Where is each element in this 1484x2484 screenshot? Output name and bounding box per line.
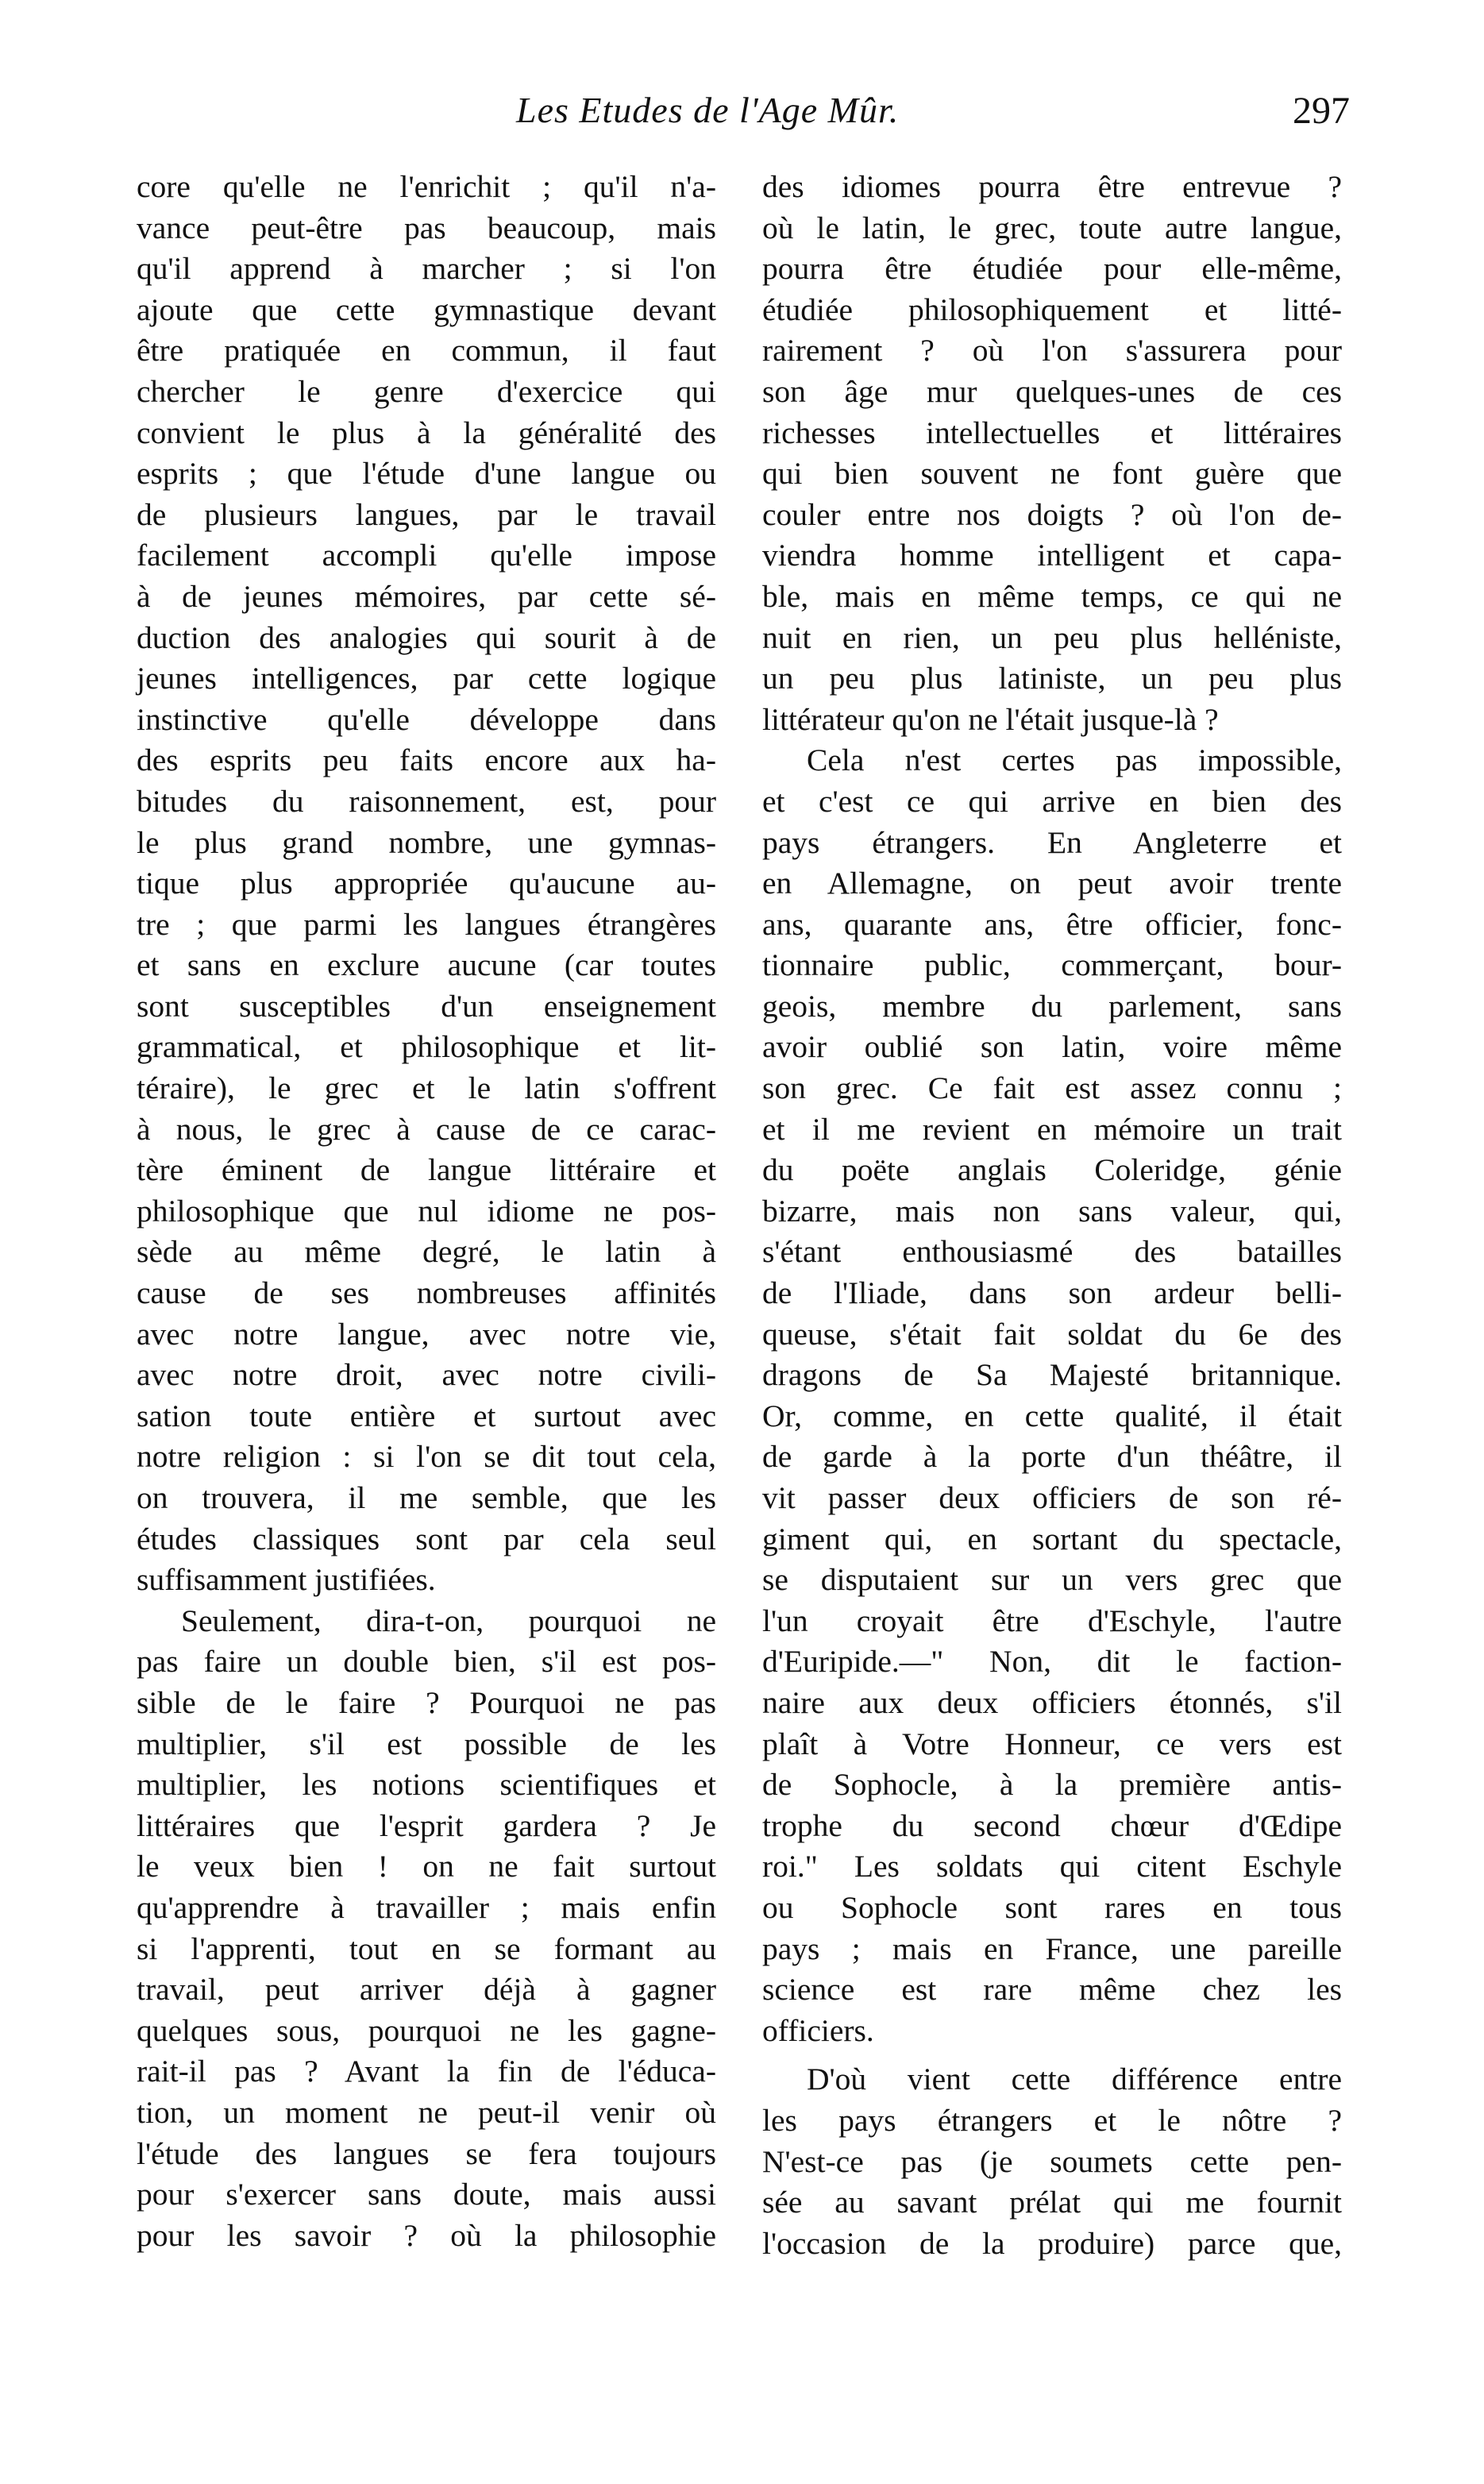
text-line: où le latin, le grec, toute autre langue, bbox=[762, 210, 1342, 245]
text-line: de garde à la porte d'un théâtre, il bbox=[762, 1439, 1342, 1475]
text-line: des esprits peu faits encore aux ha- bbox=[137, 742, 716, 778]
text-line: s'étant enthousiasmé des batailles bbox=[762, 1234, 1342, 1270]
text-line: facilement accompli qu'elle impose bbox=[137, 538, 716, 573]
text-line: vance peut-être pas beaucoup, mais bbox=[137, 210, 716, 245]
text-line: nuit en rien, un peu plus helléniste, bbox=[762, 619, 1342, 655]
text-line: trophe du second chœur d'Œdipe bbox=[762, 1807, 1342, 1843]
page-number: 297 bbox=[1293, 90, 1350, 132]
text-line: convient le plus à la généralité des bbox=[137, 415, 716, 450]
text-line: téraire), le grec et le latin s'offrent bbox=[137, 1070, 716, 1106]
text-line: le veux bien ! on ne fait surtout bbox=[137, 1849, 716, 1884]
text-line: de l'Iliade, dans son ardeur belli- bbox=[762, 1275, 1342, 1311]
text-line: être pratiquée en commun, il faut bbox=[137, 333, 716, 368]
text-line: notre religion : si l'on se dit tout cela, bbox=[137, 1439, 716, 1475]
text-line: se disputaient sur un vers grec que bbox=[762, 1562, 1342, 1598]
text-line: de Sophocle, à la première antis- bbox=[762, 1767, 1342, 1803]
text-line: études classiques sont par cela seul bbox=[137, 1521, 716, 1556]
text-line: ans, quarante ans, être officier, fonc- bbox=[762, 906, 1342, 942]
text-line: pas faire un double bien, s'il est pos- bbox=[137, 1644, 716, 1680]
text-line: sont susceptibles d'un enseignement bbox=[137, 988, 716, 1024]
text-line: esprits ; que l'étude d'une langue ou bbox=[137, 456, 716, 492]
text-line: pays étrangers. En Angleterre et bbox=[762, 824, 1342, 860]
text-line: des idiomes pourra être entrevue ? bbox=[762, 169, 1342, 204]
text-line: l'un croyait être d'Eschyle, l'autre bbox=[762, 1603, 1342, 1638]
text-line: l'occasion de la produire) parce que, bbox=[762, 2225, 1342, 2261]
text-line: à de jeunes mémoires, par cette sé- bbox=[137, 578, 716, 614]
left-column bbox=[137, 167, 716, 2256]
text-line: geois, membre du parlement, sans bbox=[762, 988, 1342, 1024]
text-line: ble, mais en même temps, ce qui ne bbox=[762, 578, 1342, 614]
text-line: naire aux deux officiers étonnés, s'il bbox=[762, 1684, 1342, 1720]
text-line: duction des analogies qui sourit à de bbox=[137, 619, 716, 655]
text-line: tère éminent de langue littéraire et bbox=[137, 1152, 716, 1188]
text-line: cause de ses nombreuses affinités bbox=[137, 1275, 716, 1311]
text-line: Cela n'est certes pas impossible, bbox=[807, 742, 1342, 778]
text-line: littéraires que l'esprit gardera ? Je bbox=[137, 1807, 716, 1843]
text-line: si l'apprenti, tout en se formant au bbox=[137, 1930, 716, 1966]
text-line: chercher le genre d'exercice qui bbox=[137, 373, 716, 409]
text-line: officiers. bbox=[762, 2012, 874, 2048]
text-line: étudiée philosophiquement et litté- bbox=[762, 291, 1342, 327]
text-line: pour s'exercer sans doute, mais aussi bbox=[137, 2177, 716, 2212]
text-line: jeunes intelligences, par cette logique bbox=[137, 661, 716, 696]
text-line: richesses intellectuelles et littéraires bbox=[762, 415, 1342, 450]
text-line: pourra être étudiée pour elle-même, bbox=[762, 251, 1342, 287]
text-line: tique plus appropriée qu'aucune au- bbox=[137, 866, 716, 901]
text-line: pays ; mais en France, une pareille bbox=[762, 1930, 1342, 1966]
text-line: d'Euripide.—" Non, dit le faction- bbox=[762, 1644, 1342, 1680]
text-line: rairement ? où l'on s'assurera pour bbox=[762, 333, 1342, 368]
text-line: sation toute entière et surtout avec bbox=[137, 1398, 716, 1433]
text-line: tre ; que parmi les langues étrangères bbox=[137, 906, 716, 942]
text-line: bitudes du raisonnement, est, pour bbox=[137, 783, 716, 819]
text-line: son âge mur quelques-unes de ces bbox=[762, 373, 1342, 409]
running-title: Les Etudes de l'Age Mûr. bbox=[516, 90, 900, 130]
text-line: Seulement, dira-t-on, pourquoi ne bbox=[181, 1603, 716, 1638]
text-line: Or, comme, en cette qualité, il était bbox=[762, 1398, 1342, 1433]
text-line: core qu'elle ne l'enrichit ; qu'il n'a- bbox=[137, 169, 716, 204]
text-line: avoir oublié son latin, voire même bbox=[762, 1029, 1342, 1065]
text-line: on trouvera, il me semble, que les bbox=[137, 1480, 716, 1515]
text-line: instinctive qu'elle développe dans bbox=[137, 701, 716, 737]
text-line: et c'est ce qui arrive en bien des bbox=[762, 783, 1342, 819]
text-line: de plusieurs langues, par le travail bbox=[137, 496, 716, 532]
text-line: avec notre droit, avec notre civili- bbox=[137, 1357, 716, 1393]
text-line: l'étude des langues se fera toujours bbox=[137, 2135, 716, 2171]
text-line: philosophique que nul idiome ne pos- bbox=[137, 1193, 716, 1228]
text-line: giment qui, en sortant du spectacle, bbox=[762, 1521, 1342, 1556]
text-line: travail, peut arriver déjà à gagner bbox=[137, 1972, 716, 2008]
text-line: et il me revient en mémoire un trait bbox=[762, 1111, 1342, 1147]
text-line: dragons de Sa Majesté britannique. bbox=[762, 1357, 1342, 1393]
text-line: viendra homme intelligent et capa- bbox=[762, 538, 1342, 573]
text-line: en Allemagne, on peut avoir trente bbox=[762, 866, 1342, 901]
text-line: ou Sophocle sont rares en tous bbox=[762, 1889, 1342, 1925]
text-line: science est rare même chez les bbox=[762, 1972, 1342, 2008]
text-line: à nous, le grec à cause de ce carac- bbox=[137, 1111, 716, 1147]
text-line: vit passer deux officiers de son ré- bbox=[762, 1480, 1342, 1515]
text-line: couler entre nos doigts ? où l'on de- bbox=[762, 496, 1342, 532]
text-line: roi." Les soldats qui citent Eschyle bbox=[762, 1849, 1342, 1884]
text-line: le plus grand nombre, une gymnas- bbox=[137, 824, 716, 860]
text-line: tionnaire public, commerçant, bour- bbox=[762, 947, 1342, 983]
text-line: qu'apprendre à travailler ; mais enfin bbox=[137, 1889, 716, 1925]
text-line: sède au même degré, le latin à bbox=[137, 1234, 716, 1270]
text-line: qu'il apprend à marcher ; si l'on bbox=[137, 251, 716, 287]
text-line: un peu plus latiniste, un peu plus bbox=[762, 661, 1342, 696]
text-line: suffisamment justifiées. bbox=[137, 1562, 436, 1598]
text-line: les pays étrangers et le nôtre ? bbox=[762, 2102, 1342, 2138]
right-column bbox=[762, 167, 1342, 2264]
text-line: qui bien souvent ne font guère que bbox=[762, 456, 1342, 492]
text-line: grammatical, et philosophique et lit- bbox=[137, 1029, 716, 1065]
text-line: et sans en exclure aucune (car toutes bbox=[137, 947, 716, 983]
text-line: quelques sous, pourquoi ne les gagne- bbox=[137, 2012, 716, 2048]
text-line: ajoute que cette gymnastique devant bbox=[137, 291, 716, 327]
text-line: D'où vient cette différence entre bbox=[807, 2062, 1342, 2097]
text-line: rait-il pas ? Avant la fin de l'éduca- bbox=[137, 2054, 716, 2089]
text-line: N'est-ce pas (je soumets cette pen- bbox=[762, 2143, 1342, 2179]
running-header bbox=[135, 89, 1350, 145]
text-line: littérateur qu'on ne l'était jusque-là ? bbox=[762, 701, 1219, 737]
text-line: sée au savant prélat qui me fournit bbox=[762, 2185, 1342, 2220]
text-line: du poëte anglais Coleridge, génie bbox=[762, 1152, 1342, 1188]
text-line: bizarre, mais non sans valeur, qui, bbox=[762, 1193, 1342, 1228]
text-line: plaît à Votre Honneur, ce vers est bbox=[762, 1726, 1342, 1761]
text-line: queuse, s'était fait soldat du 6e des bbox=[762, 1316, 1342, 1352]
text-line: son grec. Ce fait est assez connu ; bbox=[762, 1070, 1342, 1106]
text-line: avec notre langue, avec notre vie, bbox=[137, 1316, 716, 1352]
text-line: tion, un moment ne peut-il venir où bbox=[137, 2094, 716, 2130]
text-line: multiplier, s'il est possible de les bbox=[137, 1726, 716, 1761]
text-line: multiplier, les notions scientifiques et bbox=[137, 1767, 716, 1803]
text-line: sible de le faire ? Pourquoi ne pas bbox=[137, 1684, 716, 1720]
text-line: pour les savoir ? où la philosophie bbox=[137, 2217, 716, 2253]
